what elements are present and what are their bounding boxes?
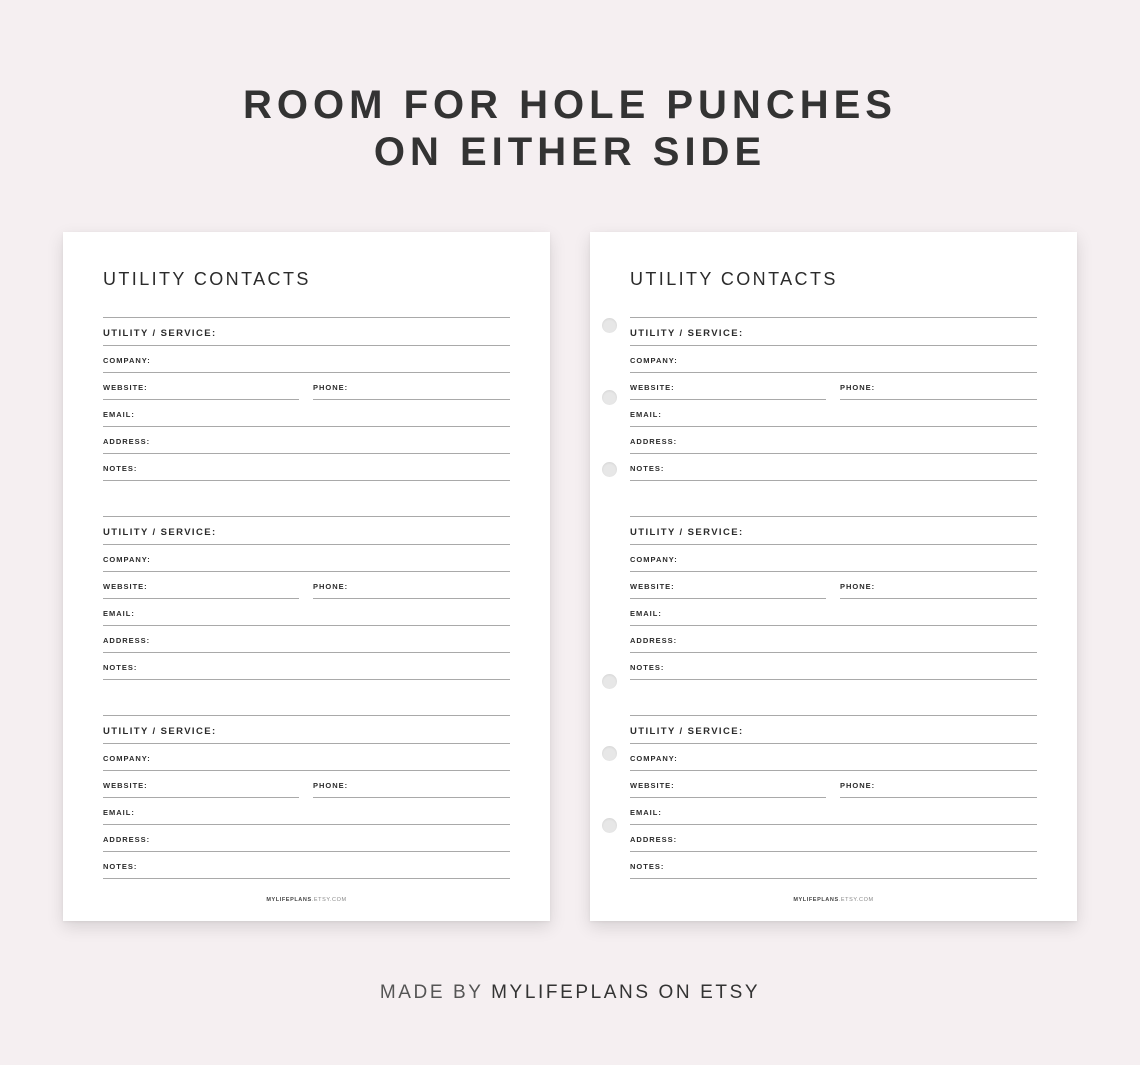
contact-section-1 bbox=[630, 317, 1037, 497]
field-label-notes: NOTES: bbox=[103, 862, 138, 871]
field-label-phone: PHONE: bbox=[313, 582, 349, 591]
website-line[interactable] bbox=[103, 571, 299, 599]
planner-page-right bbox=[590, 232, 1077, 921]
field-label-company: COMPANY: bbox=[630, 754, 678, 763]
field-label-email: EMAIL: bbox=[103, 808, 135, 817]
email-line[interactable] bbox=[630, 598, 1037, 626]
phone-line[interactable] bbox=[313, 372, 510, 400]
field-label-address: ADDRESS: bbox=[630, 437, 678, 446]
field-label-address: ADDRESS: bbox=[103, 437, 151, 446]
page-title: UTILITY CONTACTS bbox=[630, 269, 838, 289]
address-line[interactable] bbox=[630, 625, 1037, 653]
field-label-website: WEBSITE: bbox=[103, 582, 148, 591]
field-label-website: WEBSITE: bbox=[630, 781, 675, 790]
phone-line[interactable] bbox=[313, 571, 510, 599]
page-title: UTILITY CONTACTS bbox=[103, 269, 311, 289]
field-label-phone: PHONE: bbox=[840, 781, 876, 790]
website-line[interactable] bbox=[103, 372, 299, 400]
field-label-address: ADDRESS: bbox=[103, 835, 151, 844]
email-line[interactable] bbox=[630, 797, 1037, 825]
utility-line[interactable] bbox=[630, 715, 1037, 744]
contact-section-3 bbox=[630, 715, 1037, 895]
utility-line[interactable] bbox=[630, 516, 1037, 545]
field-label-phone: PHONE: bbox=[313, 383, 349, 392]
field-label-notes: NOTES: bbox=[103, 663, 138, 672]
field-label-utility: UTILITY / SERVICE: bbox=[103, 726, 217, 737]
contact-section-2 bbox=[630, 516, 1037, 696]
notes-line[interactable] bbox=[103, 851, 510, 879]
phone-line[interactable] bbox=[313, 770, 510, 798]
field-label-notes: NOTES: bbox=[630, 464, 665, 473]
company-line[interactable] bbox=[103, 544, 510, 572]
footer-domain: .ETSY.COM bbox=[311, 897, 347, 903]
field-label-company: COMPANY: bbox=[630, 555, 678, 564]
contact-section-2 bbox=[103, 516, 510, 696]
field-label-utility: UTILITY / SERVICE: bbox=[630, 527, 744, 538]
company-line[interactable] bbox=[630, 544, 1037, 572]
punch-hole bbox=[602, 746, 617, 761]
field-label-website: WEBSITE: bbox=[103, 383, 148, 392]
address-line[interactable] bbox=[630, 824, 1037, 852]
punch-hole bbox=[602, 318, 617, 333]
field-label-address: ADDRESS: bbox=[630, 835, 678, 844]
website-line[interactable] bbox=[630, 571, 826, 599]
punch-hole bbox=[602, 818, 617, 833]
planner-page-left bbox=[63, 232, 550, 921]
website-line[interactable] bbox=[630, 770, 826, 798]
field-label-utility: UTILITY / SERVICE: bbox=[630, 328, 744, 339]
address-line[interactable] bbox=[103, 426, 510, 454]
headline bbox=[0, 82, 1140, 176]
notes-line[interactable] bbox=[630, 453, 1037, 481]
field-label-phone: PHONE: bbox=[313, 781, 349, 790]
phone-line[interactable] bbox=[840, 372, 1037, 400]
field-label-website: WEBSITE: bbox=[103, 781, 148, 790]
field-label-email: EMAIL: bbox=[103, 410, 135, 419]
footer-brand: MYLIFEPLANS bbox=[266, 897, 312, 903]
address-line[interactable] bbox=[630, 426, 1037, 454]
company-line[interactable] bbox=[103, 345, 510, 373]
field-label-email: EMAIL: bbox=[103, 609, 135, 618]
notes-line[interactable] bbox=[630, 652, 1037, 680]
address-line[interactable] bbox=[103, 824, 510, 852]
email-line[interactable] bbox=[630, 399, 1037, 427]
phone-line[interactable] bbox=[840, 770, 1037, 798]
field-label-address: ADDRESS: bbox=[103, 636, 151, 645]
field-label-address: ADDRESS: bbox=[630, 636, 678, 645]
credit-brand: MYLIFEPLANS ON ETSY bbox=[491, 982, 761, 1003]
utility-line[interactable] bbox=[630, 317, 1037, 346]
company-line[interactable] bbox=[630, 345, 1037, 373]
field-label-email: EMAIL: bbox=[630, 609, 662, 618]
field-label-utility: UTILITY / SERVICE: bbox=[630, 726, 744, 737]
field-label-company: COMPANY: bbox=[103, 356, 151, 365]
field-label-notes: NOTES: bbox=[630, 862, 665, 871]
field-label-utility: UTILITY / SERVICE: bbox=[103, 328, 217, 339]
notes-line[interactable] bbox=[103, 453, 510, 481]
website-phone-row bbox=[103, 571, 510, 598]
field-label-email: EMAIL: bbox=[630, 808, 662, 817]
punch-hole bbox=[602, 462, 617, 477]
utility-line[interactable] bbox=[103, 715, 510, 744]
credit-prefix: MADE BY bbox=[379, 982, 484, 1003]
website-phone-row bbox=[630, 770, 1037, 797]
contact-section-3 bbox=[103, 715, 510, 895]
headline-line-1: ROOM FOR HOLE PUNCHES bbox=[243, 83, 897, 127]
website-phone-row bbox=[103, 372, 510, 399]
utility-line[interactable] bbox=[103, 317, 510, 346]
utility-line[interactable] bbox=[103, 516, 510, 545]
field-label-utility: UTILITY / SERVICE: bbox=[103, 527, 217, 538]
field-label-phone: PHONE: bbox=[840, 383, 876, 392]
page-footer bbox=[63, 897, 550, 903]
phone-line[interactable] bbox=[840, 571, 1037, 599]
email-line[interactable] bbox=[103, 797, 510, 825]
email-line[interactable] bbox=[103, 399, 510, 427]
footer-domain: .ETSY.COM bbox=[838, 897, 874, 903]
field-label-notes: NOTES: bbox=[103, 464, 138, 473]
website-line[interactable] bbox=[103, 770, 299, 798]
field-label-website: WEBSITE: bbox=[630, 582, 675, 591]
address-line[interactable] bbox=[103, 625, 510, 653]
contact-section-1 bbox=[103, 317, 510, 497]
punch-hole bbox=[602, 390, 617, 405]
field-label-company: COMPANY: bbox=[630, 356, 678, 365]
field-label-website: WEBSITE: bbox=[630, 383, 675, 392]
page-footer bbox=[590, 897, 1077, 903]
website-line[interactable] bbox=[630, 372, 826, 400]
website-phone-row bbox=[103, 770, 510, 797]
punch-hole bbox=[602, 674, 617, 689]
headline-line-2: ON EITHER SIDE bbox=[373, 130, 767, 174]
credit-line bbox=[0, 982, 1140, 1004]
email-line[interactable] bbox=[103, 598, 510, 626]
field-label-email: EMAIL: bbox=[630, 410, 662, 419]
field-label-company: COMPANY: bbox=[103, 555, 151, 564]
company-line[interactable] bbox=[103, 743, 510, 771]
website-phone-row bbox=[630, 372, 1037, 399]
field-label-notes: NOTES: bbox=[630, 663, 665, 672]
notes-line[interactable] bbox=[103, 652, 510, 680]
notes-line[interactable] bbox=[630, 851, 1037, 879]
company-line[interactable] bbox=[630, 743, 1037, 771]
website-phone-row bbox=[630, 571, 1037, 598]
field-label-phone: PHONE: bbox=[840, 582, 876, 591]
field-label-company: COMPANY: bbox=[103, 754, 151, 763]
footer-brand: MYLIFEPLANS bbox=[793, 897, 839, 903]
